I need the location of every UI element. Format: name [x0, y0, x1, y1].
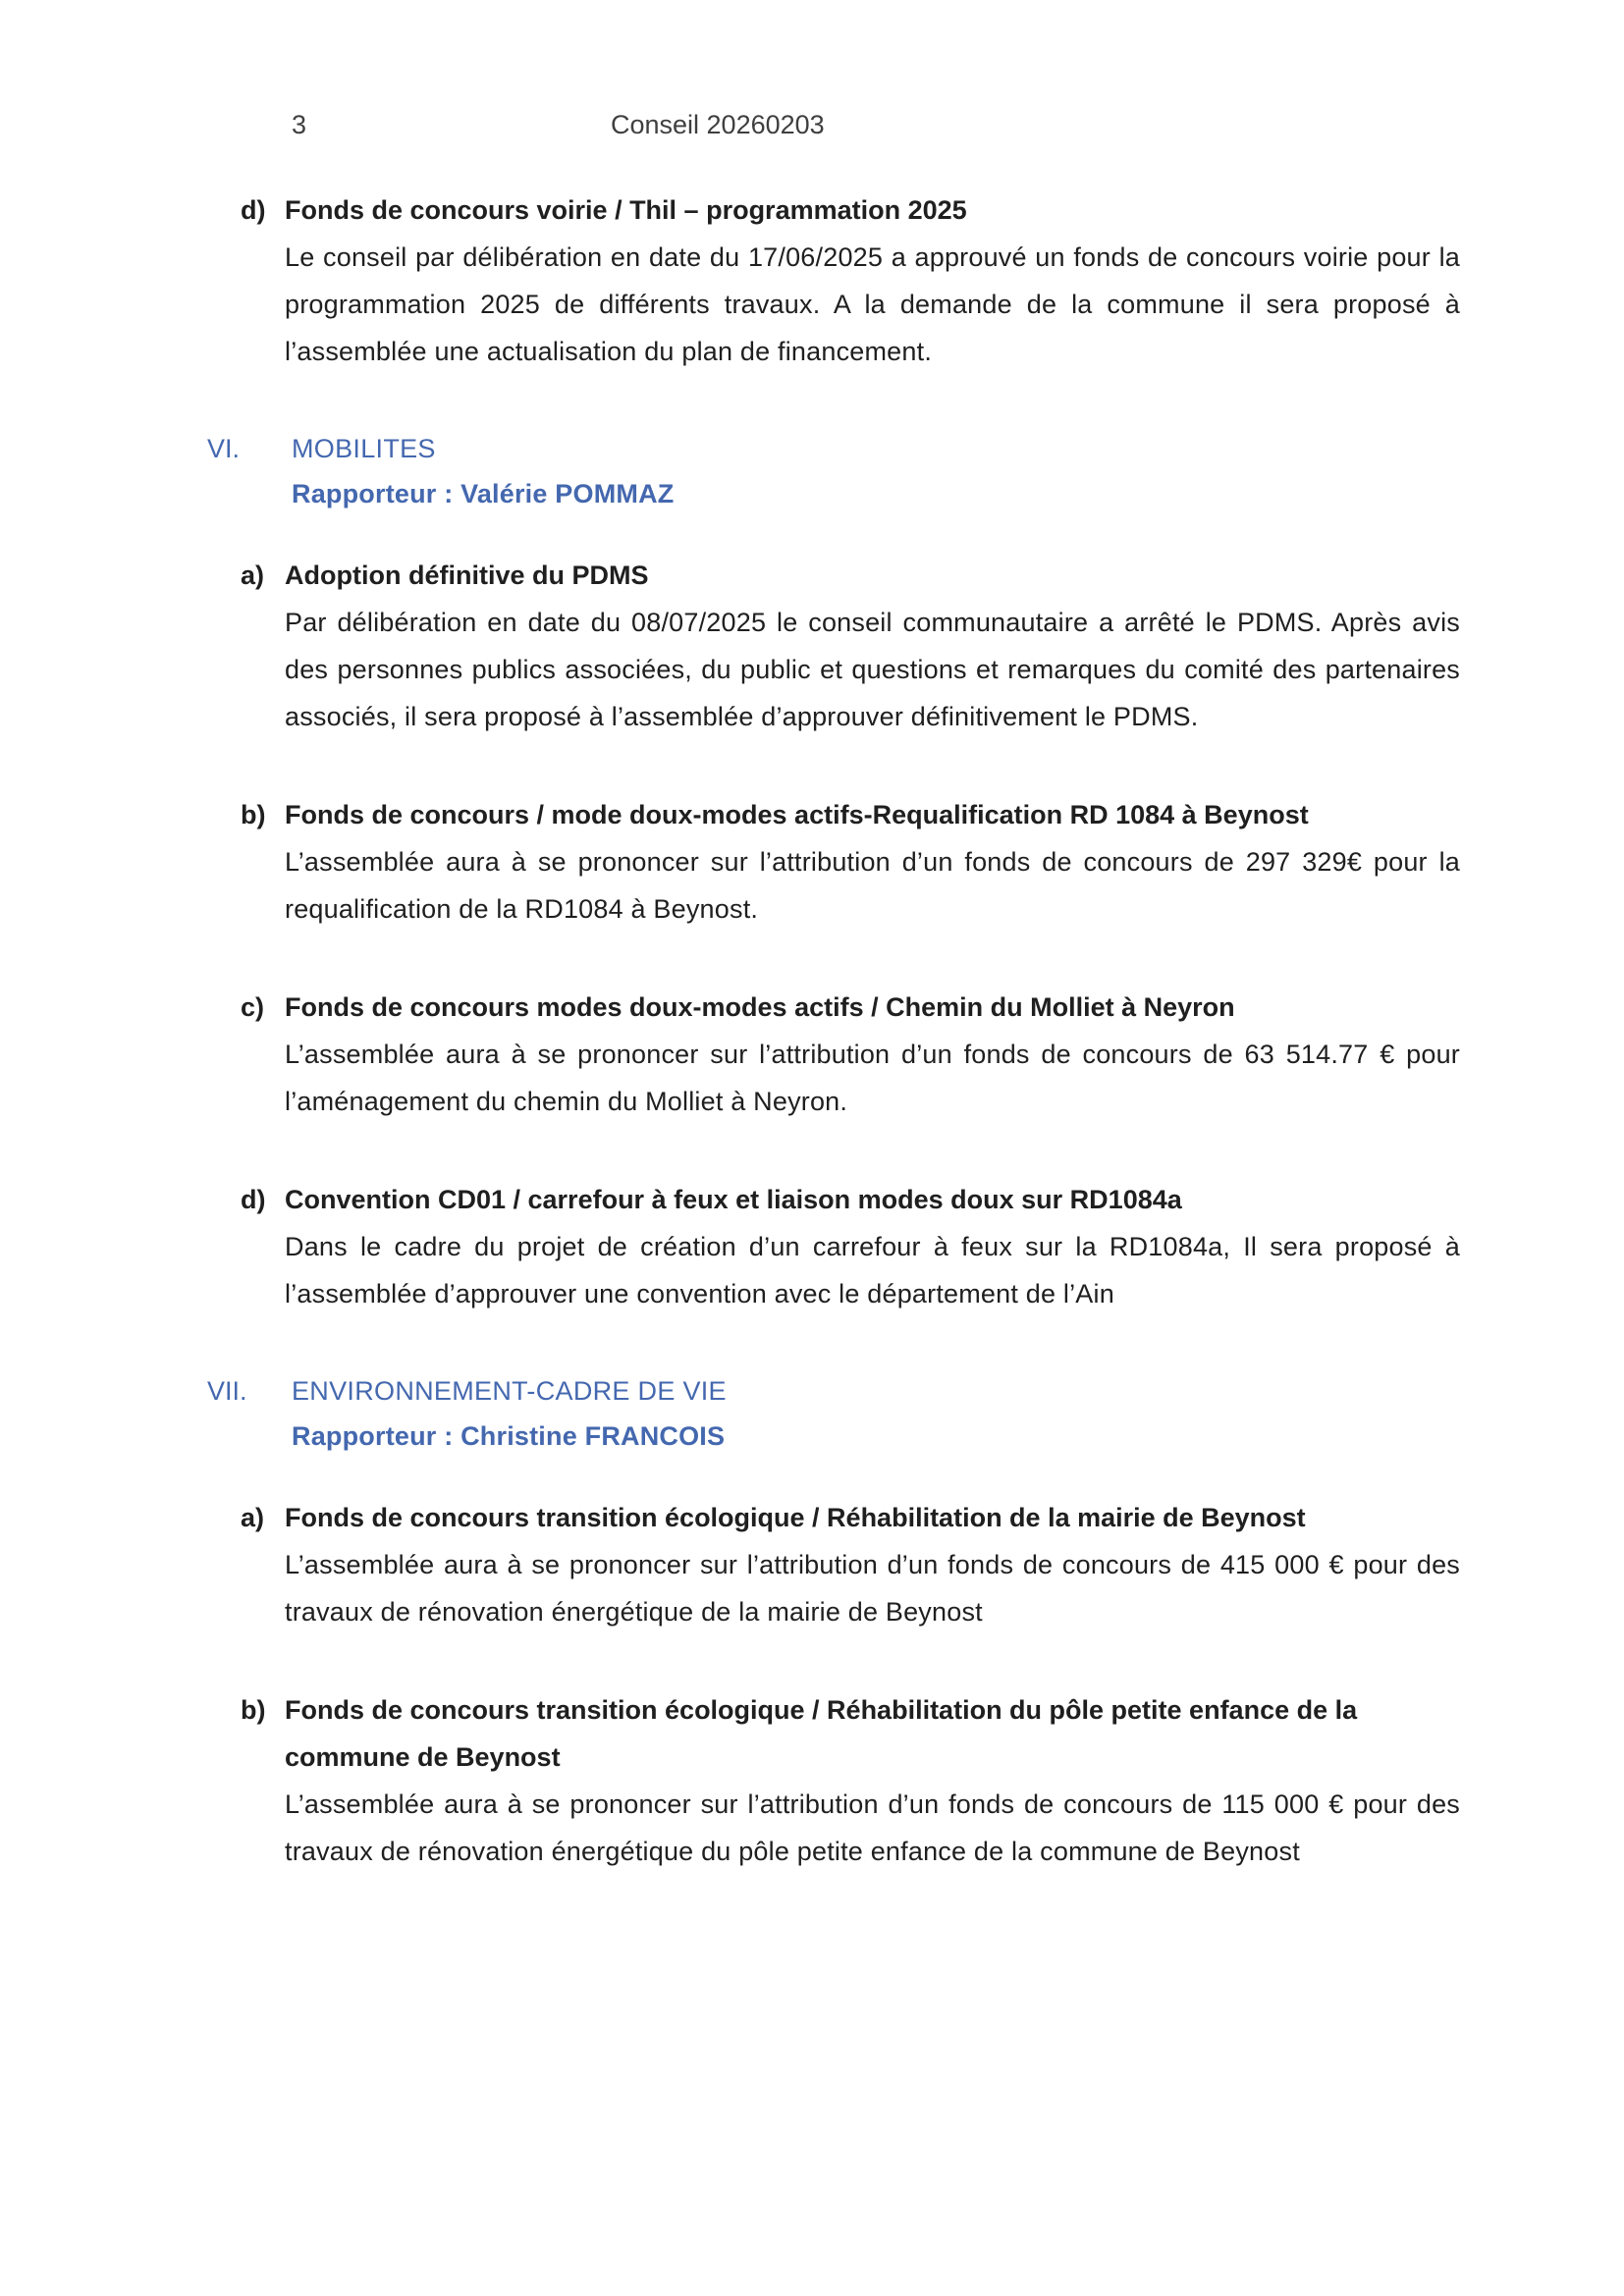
item-content	[285, 1686, 1460, 1875]
item-marker: d)	[241, 1185, 266, 1214]
item-title: Convention CD01 / carrefour à feux et liaison modes doux sur RD1084a	[285, 1185, 1182, 1214]
agenda-item-molliet-neyron	[0, 984, 1624, 1125]
item-marker: a)	[241, 561, 265, 590]
section-title-row	[0, 426, 1624, 471]
agenda-item-voirie-thil	[0, 187, 1624, 375]
item-title: Fonds de concours / mode doux-modes actifs-Requalification RD 1084 à Beynost	[285, 800, 1309, 829]
item-marker: b)	[241, 1695, 266, 1725]
section-numeral: VII.	[207, 1376, 247, 1406]
section-rapporteur: Rapporteur : Christine FRANCOIS	[292, 1421, 726, 1451]
item-title: Fonds de concours transition écologique / Réhabilitation du pôle petite enfance de la commune de Beynost	[285, 1695, 1358, 1772]
item-content	[285, 552, 1460, 740]
item-content	[285, 791, 1460, 933]
item-body: L’assemblée aura à se prononcer sur l’attribution d’un fonds de concours de 297 329€ pour la requalification de la RD1084 à Beynost.	[285, 847, 1460, 924]
item-content	[285, 1176, 1460, 1317]
item-body: Dans le cadre du projet de création d’un carrefour à feux sur la RD1084a, Il sera proposé à l’assemblée d’approuver une convention avec le département de l’Ain	[285, 1232, 1460, 1308]
agenda-item-rd1084-beynost	[0, 791, 1624, 933]
item-body: Par délibération en date du 08/07/2025 le conseil communautaire a arrêté le PDMS. Après avis des personnes publics associées, du public et questions et remarques du comité des partenaires associés, il sera proposé à l’assemblée d’approuver définitivement le PDMS.	[285, 608, 1460, 731]
page-number: 3	[292, 110, 307, 139]
page-header	[0, 110, 1624, 149]
item-marker: a)	[241, 1503, 265, 1532]
item-body: L’assemblée aura à se prononcer sur l’attribution d’un fonds de concours de 115 000 € pour des travaux de rénovation énergétique du pôle petite enfance de la commune de Beynost	[285, 1789, 1460, 1866]
section-rapporteur: Rapporteur : Valérie POMMAZ	[292, 479, 675, 508]
agenda-item-convention-cd01	[0, 1176, 1624, 1317]
item-content	[285, 1494, 1460, 1635]
section-header-environnement	[0, 1368, 1624, 1459]
item-marker: c)	[241, 992, 265, 1022]
item-title: Adoption définitive du PDMS	[285, 561, 649, 590]
agenda-item-pdms	[0, 552, 1624, 740]
item-body: L’assemblée aura à se prononcer sur l’attribution d’un fonds de concours de 63 514.77 € pour l’aménagement du chemin du Molliet à Neyron.	[285, 1040, 1460, 1116]
item-title: Fonds de concours modes doux-modes actifs / Chemin du Molliet à Neyron	[285, 992, 1235, 1022]
item-body: L’assemblée aura à se prononcer sur l’attribution d’un fonds de concours de 415 000 € pour des travaux de rénovation énergétique de la mairie de Beynost	[285, 1550, 1460, 1627]
item-marker: d)	[241, 195, 266, 225]
item-title: Fonds de concours voirie / Thil – programmation 2025	[285, 195, 967, 225]
section-title: ENVIRONNEMENT-CADRE DE VIE	[292, 1376, 727, 1406]
item-body: Le conseil par délibération en date du 17/06/2025 a approuvé un fonds de concours voirie pour la programmation 2025 de différents travaux. A la demande de la commune il sera proposé à l’assemblée une actualisation du plan de financement.	[285, 242, 1460, 366]
section-title-row	[0, 1368, 1624, 1414]
section-title: MOBILITES	[292, 434, 436, 463]
section-header-mobilites	[0, 426, 1624, 516]
item-content	[285, 187, 1460, 375]
section-numeral: VI.	[207, 434, 241, 463]
agenda-item-mairie-beynost	[0, 1494, 1624, 1635]
header-title: Conseil 20260203	[611, 110, 825, 139]
agenda-item-pole-petite-enfance	[0, 1686, 1624, 1875]
item-title: Fonds de concours transition écologique / Réhabilitation de la mairie de Beynost	[285, 1503, 1306, 1532]
item-marker: b)	[241, 800, 266, 829]
document-content	[0, 187, 1624, 1926]
item-content	[285, 984, 1460, 1125]
